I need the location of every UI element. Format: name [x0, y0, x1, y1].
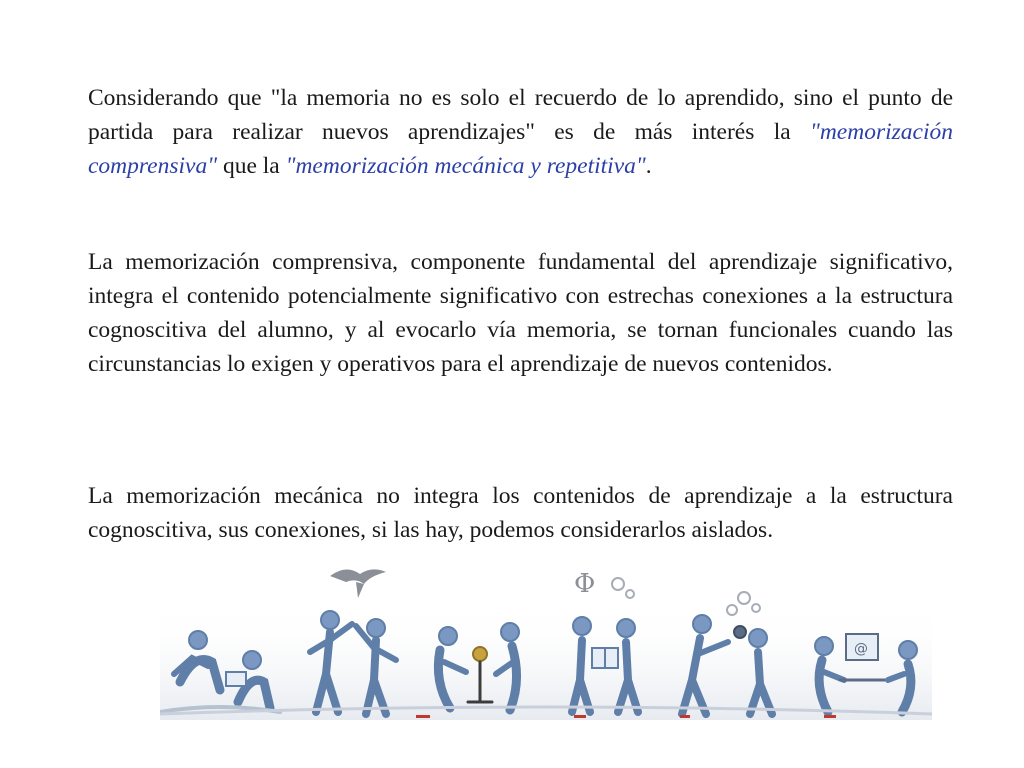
paragraph-text: .	[645, 153, 652, 179]
phi-symbol-icon	[574, 569, 634, 599]
bird-icon	[330, 569, 386, 598]
highlight-comprehensive-memorization: "memorización comprensiva"	[88, 119, 953, 179]
paragraph-text: Considerando que "la memoria no es solo el recuerdo de lo aprendido, sino el punto de partida para realizar nuevos aprendizajes" es de más interés la	[88, 85, 953, 145]
paragraph-memory-definition	[88, 81, 953, 183]
paragraph-comprehensive-memorization	[88, 245, 953, 381]
svg-text:@: @	[854, 641, 868, 657]
paragraph-text: La memorización mecánica no integra los contenidos de aprendizaje a la estructura cognoscitiva, sus conexiones, si las hay, podemos considerarlos aislados.	[88, 483, 953, 543]
highlight-mechanical-memorization: "memorización mecánica y repetitiva"	[285, 153, 646, 179]
svg-text:Φ: Φ	[574, 569, 596, 599]
paragraph-text: La memorización comprensiva, componente fundamental del aprendizaje significativo, integra el contenido potencialmente significativo con estrechas conexiones a la estructura cognoscitiva del alumno, y al evocarlo vía memoria, se tornan funcionales cuando las circunstancias lo exigen y operativos para el aprendizaje de nuevos contenidos.	[88, 249, 953, 377]
paragraph-text: que la	[217, 153, 286, 179]
education-banner	[160, 562, 932, 720]
paragraph-mechanical-memorization	[88, 479, 953, 547]
